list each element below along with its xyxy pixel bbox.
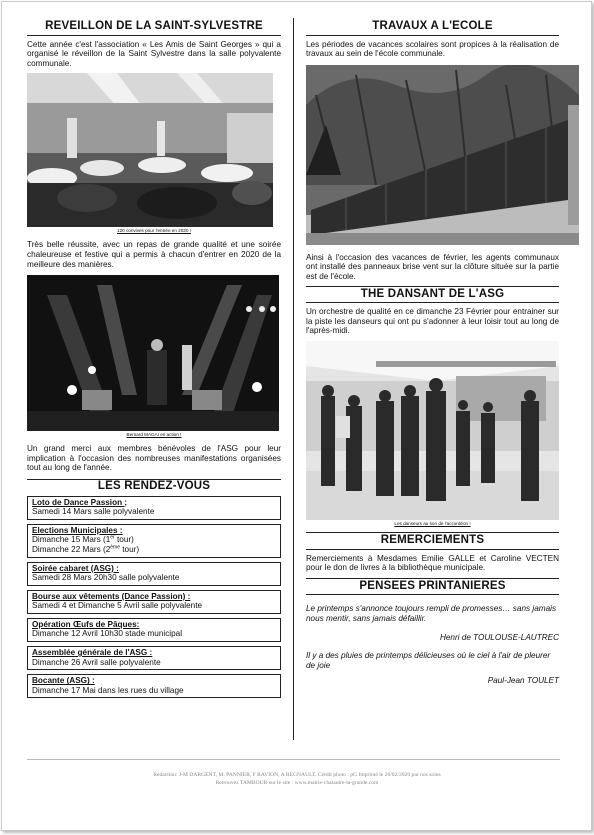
dansant-photo-caption: Les danseurs au son de l'accordéon ! xyxy=(394,520,471,526)
event-title: Soirée cabaret (ASG) : xyxy=(32,563,119,573)
event-box xyxy=(27,590,281,614)
column-divider xyxy=(293,18,294,740)
pensee-quote-2: Il y a des pluies de printemps délicieuses où le ciel à l'air de pleurer de joie xyxy=(306,651,551,670)
event-detail: Samedi 28 Mars 20h30 salle polyvalente xyxy=(32,573,180,583)
reveillon-text3: Un grand merci aux membres bénévoles de l'ASG pour leur implication à l'occasion des nombreuses manifestations organisées tout au long de l'année. xyxy=(27,444,281,473)
pensee-author-1: Henri de TOULOUSE-LAUTREC xyxy=(439,632,559,642)
remerciements-title-rule xyxy=(306,549,559,550)
event-detail: Dimanche 12 Avril 10h30 stade municipal xyxy=(32,629,183,639)
event-box xyxy=(27,524,281,558)
event-detail: Dimanche 22 Mars (2ème tour) xyxy=(32,544,140,554)
school-fence-photo xyxy=(306,65,579,245)
travaux-intro: Les périodes de vacances scolaires sont propices à la réalisation de travaux au sein de l'école communale. xyxy=(306,39,559,59)
photo2-caption: Bernard MAGAI en action ! xyxy=(126,432,182,438)
event-title: Elections Municipales : xyxy=(32,525,123,535)
reveillon-text2: Très belle réussite, avec un repas de grande qualité et une soirée chaleureuse et festive qui a permis à chacun d'entrer en 2020 de la meilleure des manières. xyxy=(27,240,281,269)
rendezvous-title: LES RENDEZ-VOUS xyxy=(97,479,211,492)
travaux-text2: Ainsi à l'occasion des vacances de février, les agents communaux ont installé des panneaux brise vent sur la clôture située sur la partie est de l'école. xyxy=(306,252,559,281)
pensees-title-rule xyxy=(306,594,559,595)
event-title: Assemblée générale de l'ASG : xyxy=(32,648,153,658)
reveillon-banquet-photo xyxy=(27,73,273,227)
event-box xyxy=(27,674,281,698)
pensee-quote-1: Le printemps s'annonce toujours rempli de promesses… sans jamais nous mentir, sans jamais défaillir. xyxy=(306,604,557,623)
event-title: Opération Œufs de Pâques: xyxy=(32,619,140,629)
event-detail: Dimanche 26 Avril salle polyvalente xyxy=(32,657,161,667)
footer-website: Retrouvez TAMBOUR sur le site : www.mairie-chalautre-la-grande.com xyxy=(215,780,379,786)
left-column xyxy=(27,22,281,702)
pensee-author-2: Paul-Jean TOULET xyxy=(487,676,559,686)
dansant-title: THE DANSANT DE L'ASG xyxy=(360,287,505,300)
travaux-title-rule xyxy=(306,35,559,36)
dancers-photo xyxy=(306,341,559,520)
event-detail: Dimanche 15 Mars (1er tour) xyxy=(32,534,134,545)
dansant-title-rule xyxy=(306,302,559,303)
footer-rule xyxy=(27,759,560,760)
right-column xyxy=(306,22,559,686)
event-detail: Samedi 14 Mars salle polyvalente xyxy=(32,507,155,517)
event-box xyxy=(27,496,281,520)
footer-credits: Rédaction: J-M DARGENT, M. PANNIER, F RAVION, A REGNAULT. Crédit photo : pG Imprimé le 26/02/2020 par nos soins xyxy=(153,772,441,778)
travaux-title: TRAVAUX A L'ECOLE xyxy=(372,20,493,32)
event-box xyxy=(27,646,281,670)
remerciements-text: Remerciements à Mesdames Emilie GALLE et Caroline VECTEN pour le don de livres à la bibliothèque municipale. xyxy=(306,553,559,573)
pensees-title: PENSEES PRINTANIERES xyxy=(359,579,506,592)
event-box xyxy=(27,618,281,642)
event-title: Bourse aux vêtements (Dance Passion) : xyxy=(32,591,191,601)
remerciements-top-rule xyxy=(306,532,559,533)
pensees-top-rule xyxy=(306,578,559,579)
remerciements-title: REMERCIEMENTS xyxy=(380,533,485,546)
event-box xyxy=(27,562,281,586)
reveillon-intro: Cette année c'est l'association « Les Amis de Saint Georges » qui a organisé le réveillon de la Saint Sylvestre dans la salle polyvalente communale. xyxy=(27,39,281,68)
event-detail: Dimanche 17 Mai dans les rues du village xyxy=(32,685,184,695)
stage-performer-photo xyxy=(27,275,279,431)
event-title: Loto de Dance Passion ; xyxy=(32,497,128,507)
event-title: Bocante (ASG) : xyxy=(32,676,95,686)
dansant-top-rule xyxy=(306,286,559,287)
reveillon-title: REVEILLON DE LA SAINT-SYLVESTRE xyxy=(45,20,263,32)
photo1-caption: 120 convives pour l'entrée en 2020 ! xyxy=(117,228,191,234)
dansant-text: Un orchestre de qualité en ce dimanche 23 Février pour entrainer sur la piste les danseurs qui ont pu s'adonner à leur loisir tout au long de l'après-midi. xyxy=(306,307,559,336)
reveillon-title-rule xyxy=(27,35,281,36)
event-detail: Samedi 4 et Dimanche 5 Avril salle polyvalente xyxy=(32,601,203,611)
